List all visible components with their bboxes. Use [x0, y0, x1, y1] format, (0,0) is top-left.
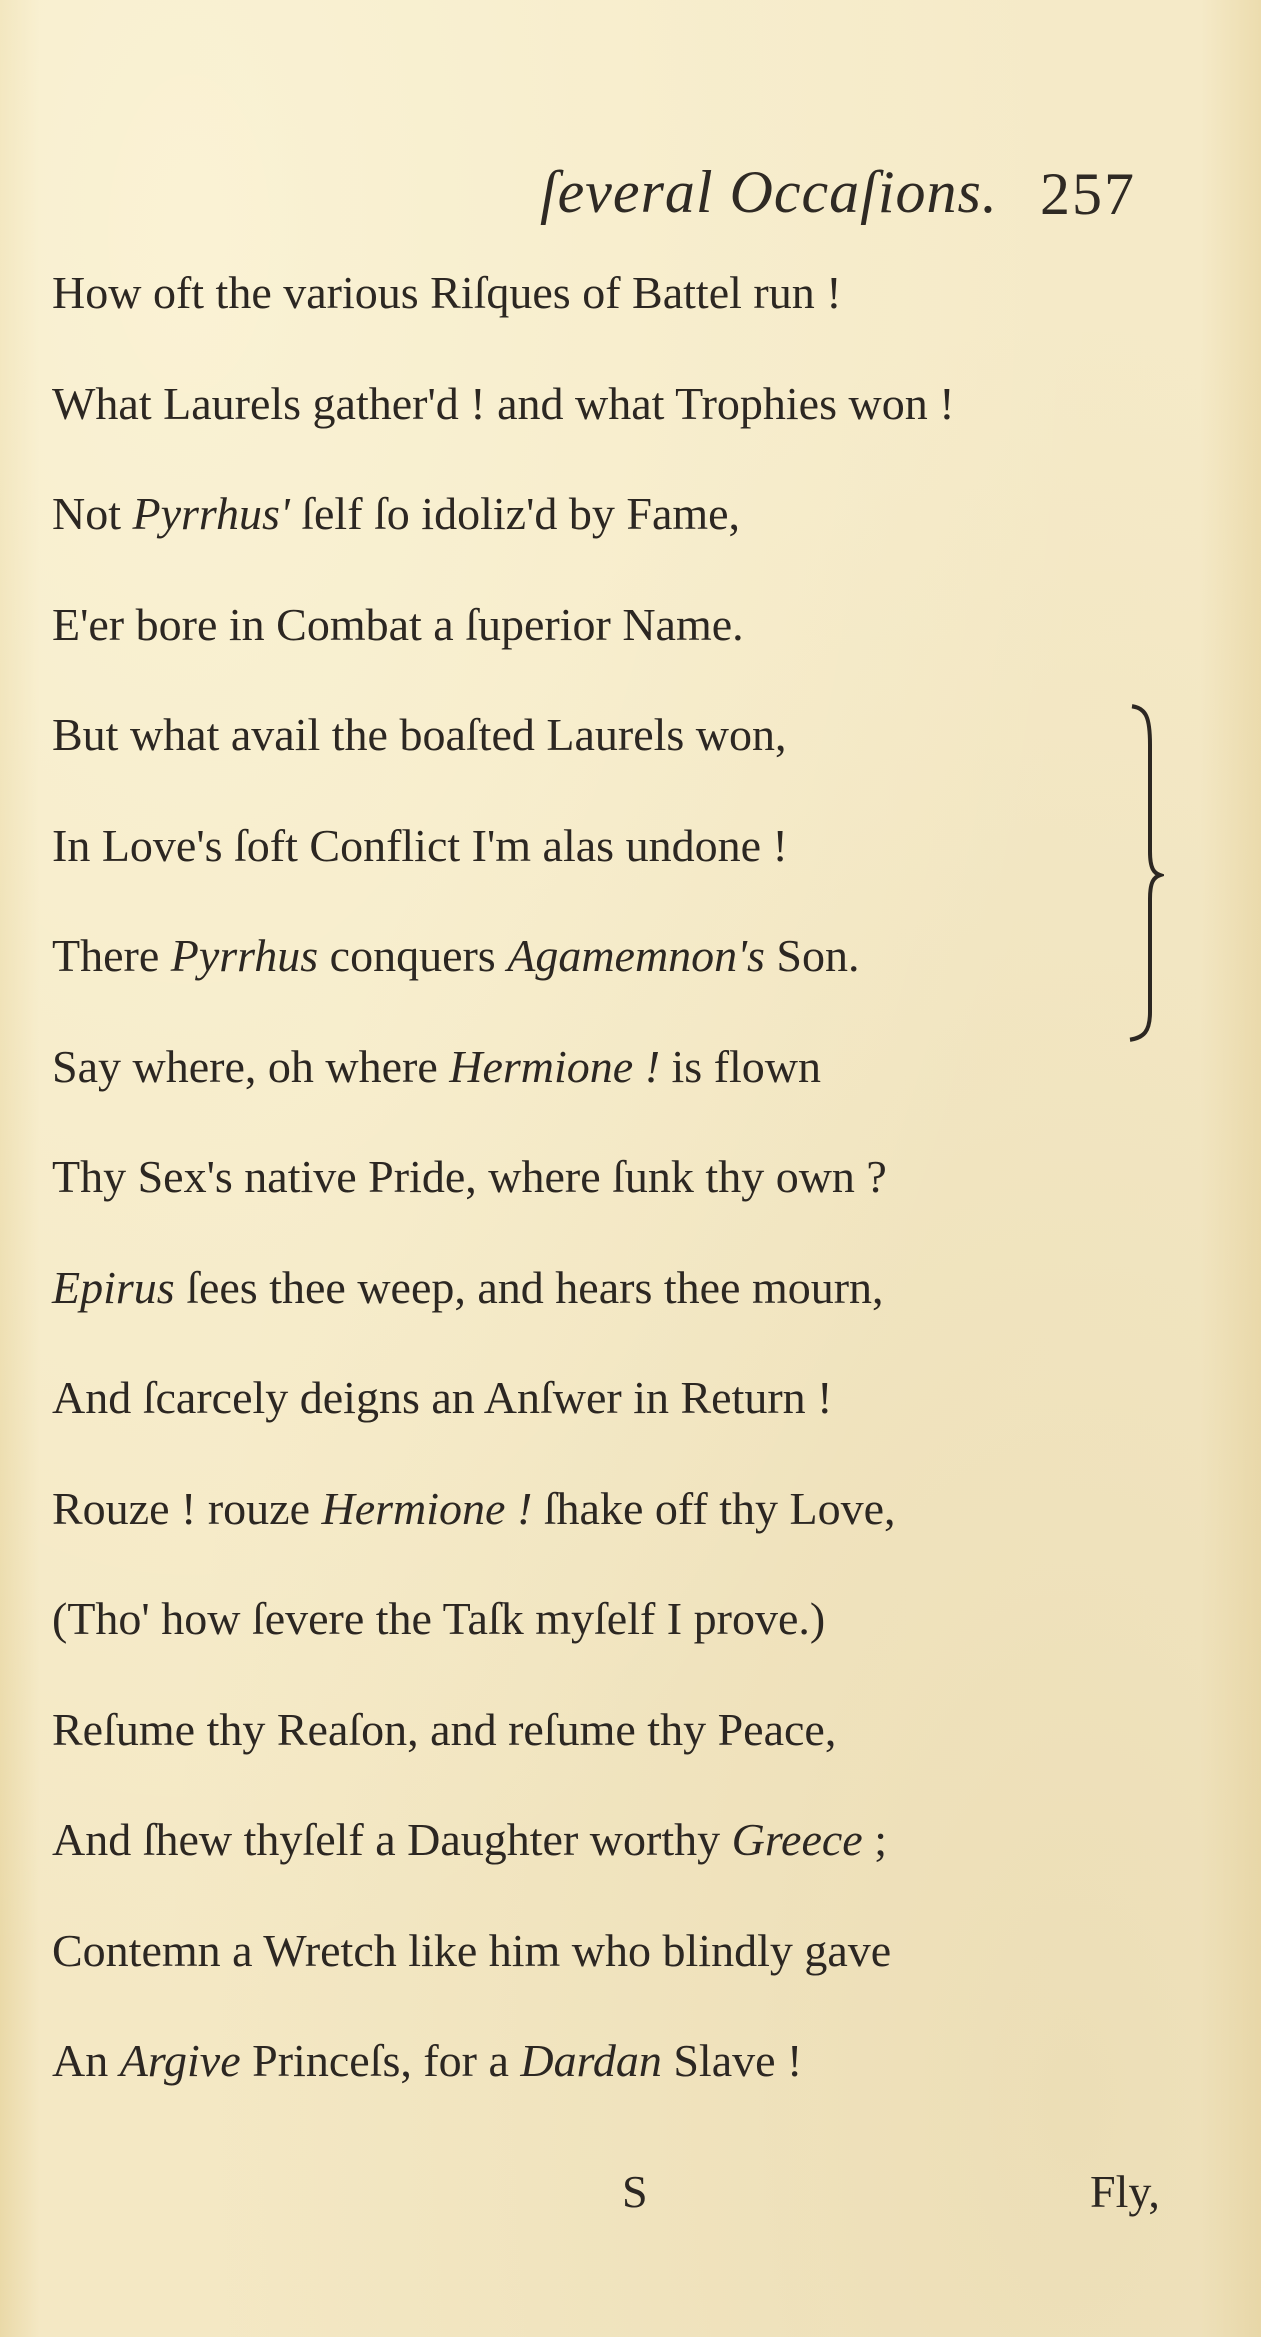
line-text: ſhake off thy Love, — [532, 1483, 896, 1534]
line-text: And ſhew thyſelf a Daughter worthy — [52, 1814, 732, 1865]
italic-name: Pyrrhus' — [132, 488, 290, 539]
poem-line — [52, 1593, 826, 1644]
triplet-brace — [1124, 702, 1164, 1044]
page-number: 257 — [1040, 161, 1136, 227]
italic-name: Epirus — [52, 1262, 175, 1313]
poem-line — [52, 1814, 887, 1865]
poem-line — [52, 1704, 837, 1755]
line-text: What Laurels gather'd ! and what Trophies won ! — [52, 378, 955, 429]
poem-line — [52, 267, 842, 318]
line-text: ; — [862, 1814, 887, 1865]
line-text: There — [52, 930, 171, 981]
italic-name: Pyrrhus — [170, 930, 319, 981]
line-text: conquers — [318, 930, 508, 981]
italic-name: Agamemnon's — [507, 930, 765, 981]
italic-name: Argive — [119, 2035, 241, 2086]
poem-line — [52, 709, 787, 760]
poem-line — [52, 378, 955, 429]
signature-mark: S — [622, 2166, 648, 2217]
line-text: Thy Sex's native Pride, where ſunk thy own ? — [52, 1151, 887, 1202]
poem-line — [52, 1262, 884, 1313]
poem-line — [52, 599, 744, 650]
line-text: An — [52, 2035, 120, 2086]
poem-line — [52, 820, 788, 871]
line-text: ſees thee weep, and hears thee mourn, — [174, 1262, 884, 1313]
line-text: (Tho' how ſevere the Taſk myſelf I prove.) — [52, 1593, 826, 1644]
line-text: ſelf ſo idoliz'd by Fame, — [289, 488, 741, 539]
line-text: E'er bore in Combat a ſuperior Name. — [52, 599, 744, 650]
line-text: Say where, oh where — [52, 1041, 450, 1092]
line-text: Slave ! — [661, 2035, 803, 2086]
poem-line — [52, 2035, 803, 2086]
italic-name: Greece — [731, 1814, 863, 1865]
poem-line — [52, 930, 860, 981]
running-head: ſeveral Occaſions. — [540, 159, 998, 225]
poem-line — [52, 1151, 887, 1202]
line-text: And ſcarcely deigns an Anſwer in Return ! — [52, 1372, 833, 1423]
line-text: Rouze ! rouze — [52, 1483, 322, 1534]
poem-line — [52, 488, 741, 539]
italic-name: Dardan — [520, 2035, 662, 2086]
line-text: Princeſs, for a — [240, 2035, 521, 2086]
catchword: Fly, — [1090, 2166, 1160, 2217]
line-text: How oft the various Riſques of Battel run ! — [52, 267, 842, 318]
poem-line — [52, 1925, 892, 1976]
italic-name: Hermione ! — [449, 1041, 661, 1092]
poem-line — [52, 1041, 822, 1092]
line-text: Contemn a Wretch like him who blindly gave — [52, 1925, 892, 1976]
line-text: In Love's ſoft Conflict I'm alas undone ! — [52, 820, 788, 871]
line-text: But what avail the boaſted Laurels won, — [52, 709, 787, 760]
line-text: is flown — [660, 1041, 822, 1092]
poem-line — [52, 1483, 896, 1534]
line-text: Reſume thy Reaſon, and reſume thy Peace, — [52, 1704, 837, 1755]
line-text: Not — [52, 488, 133, 539]
italic-name: Hermione ! — [321, 1483, 533, 1534]
page-header — [0, 158, 1261, 238]
poem-line — [52, 1372, 833, 1423]
line-text: Son. — [764, 930, 860, 981]
